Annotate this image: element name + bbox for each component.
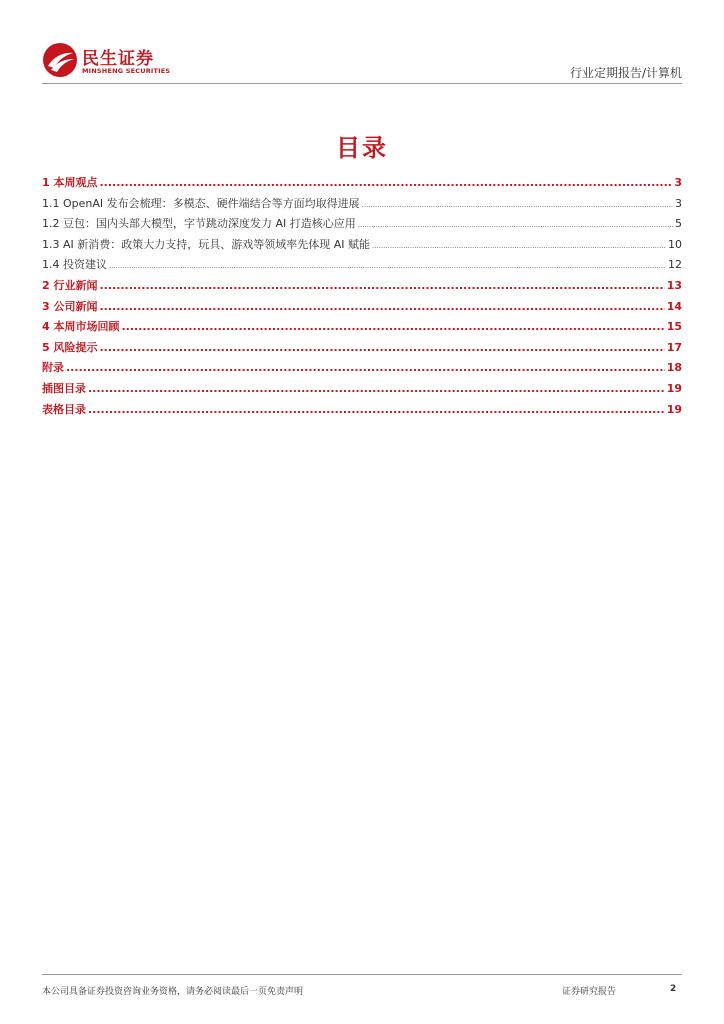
toc-leader-dots <box>109 262 666 270</box>
toc-entry-label: 1.2 豆包：国内头部大模型，字节跳动深度发力 AI 打造核心应用 <box>42 217 356 231</box>
toc-entry-label: 1.1 OpenAI 发布会梳理：多模态、硬件端结合等方面均取得进展 <box>42 196 360 210</box>
toc-entry[interactable] <box>42 339 682 360</box>
toc-entry-label: 1.4 投资建议 <box>42 258 107 272</box>
company-logo <box>42 42 182 78</box>
toc-entry-page: 19 <box>666 402 682 416</box>
toc-entry[interactable] <box>42 277 682 298</box>
toc-entry-page: 17 <box>666 340 682 354</box>
page-header <box>42 40 682 84</box>
toc-leader-dots <box>99 300 664 313</box>
toc-entry-page: 19 <box>666 381 682 395</box>
toc-entry[interactable] <box>42 298 682 319</box>
footer-divider <box>42 974 682 975</box>
toc-leader-dots <box>99 279 664 292</box>
toc-leader-dots <box>121 320 664 333</box>
page-number: 2 <box>670 984 677 994</box>
footer-disclaimer: 本公司具备证券投资咨询业务资格，请务必阅读最后一页免责声明 <box>42 987 304 997</box>
toc-entry-page: 13 <box>666 278 682 292</box>
logo-text-en: MINSHENG SECURITIES <box>82 67 171 75</box>
toc-leader-dots <box>362 201 673 209</box>
toc-entry-page: 18 <box>666 361 682 375</box>
toc-entry-label: 1.3 AI 新消费：政策大力支持，玩具、游戏等领域率先体现 AI 赋能 <box>42 237 371 251</box>
toc-leader-dots <box>66 361 665 374</box>
toc-entry-label: 4 本周市场回顾 <box>42 320 120 334</box>
toc-entry-page: 3 <box>674 176 682 189</box>
logo-text-cn: 民生证券 <box>82 49 154 69</box>
toc-entry-label: 插图目录 <box>42 381 86 395</box>
toc-leader-dots <box>372 242 666 250</box>
toc-entry-page: 15 <box>666 320 682 334</box>
toc-entry[interactable] <box>42 236 682 257</box>
toc-entry-page: 14 <box>666 299 682 313</box>
minsheng-logo-icon <box>42 42 78 78</box>
toc-leader-dots <box>88 403 665 416</box>
toc-entry[interactable] <box>42 256 682 277</box>
toc-leader-dots <box>99 341 664 354</box>
toc-leader-dots <box>99 176 672 189</box>
toc-entry-page: 12 <box>668 258 682 272</box>
report-category: 行业定期报告/计算机 <box>569 66 682 80</box>
toc-title: 目录 <box>336 134 388 162</box>
toc-entry-label: 5 风险提示 <box>42 340 98 354</box>
footer-doc-type: 证券研究报告 <box>562 987 617 997</box>
toc-entry[interactable] <box>42 380 682 401</box>
table-of-contents <box>42 174 682 421</box>
toc-entry-label: 附录 <box>42 361 64 375</box>
toc-leader-dots <box>358 221 673 229</box>
toc-entry-label: 3 公司新闻 <box>42 299 98 313</box>
header-divider <box>42 83 682 84</box>
toc-entry[interactable] <box>42 174 682 195</box>
toc-entry-label: 1 本周观点 <box>42 176 98 189</box>
toc-entry[interactable] <box>42 318 682 339</box>
toc-entry-page: 5 <box>675 217 682 231</box>
toc-leader-dots <box>88 382 665 395</box>
toc-entry[interactable] <box>42 195 682 216</box>
toc-entry-page: 3 <box>675 196 682 210</box>
toc-entry[interactable] <box>42 215 682 236</box>
toc-entry-label: 表格目录 <box>42 402 86 416</box>
toc-entry-label: 2 行业新闻 <box>42 278 98 292</box>
toc-entry-page: 10 <box>668 237 682 251</box>
toc-entry[interactable] <box>42 359 682 380</box>
toc-entry[interactable] <box>42 401 682 422</box>
